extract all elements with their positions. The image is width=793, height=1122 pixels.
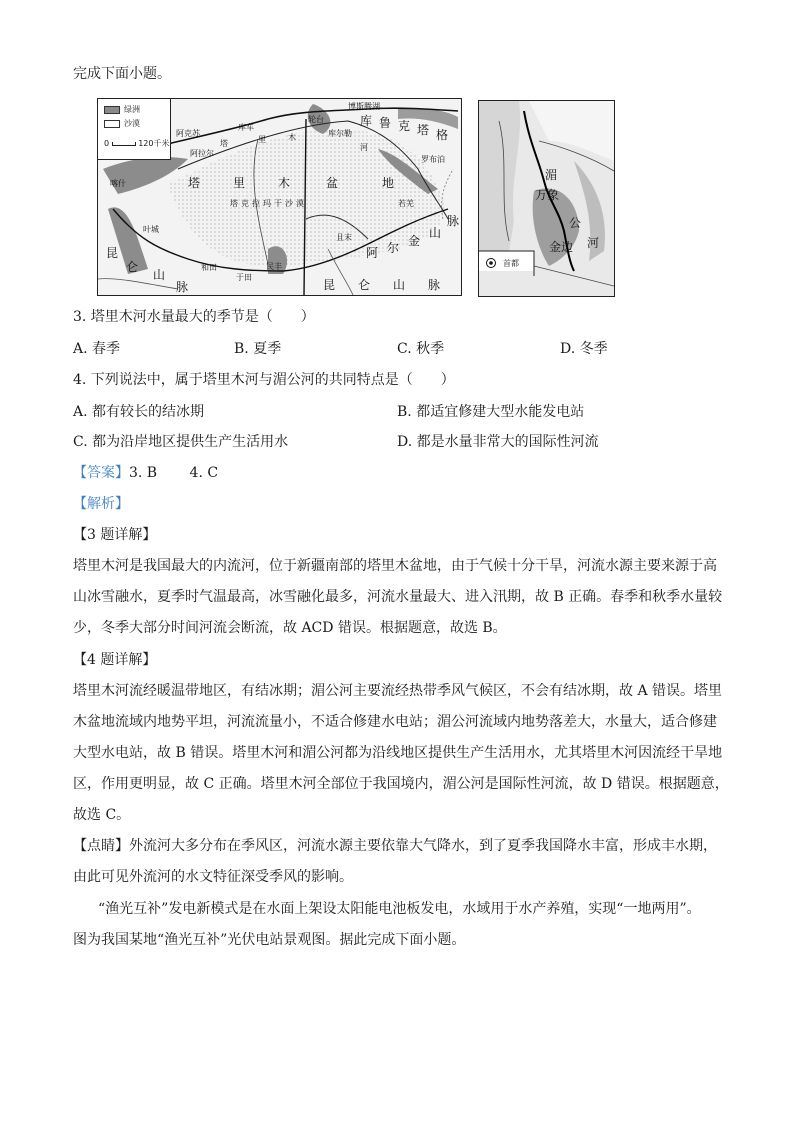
- kuruktag-3: 克: [398, 119, 411, 133]
- river-line: [98, 279, 178, 289]
- place-qiemo: 且末: [336, 233, 352, 242]
- place-hotan: 和田: [201, 263, 217, 272]
- river-label-2: 里: [258, 135, 266, 144]
- oasis-swatch: [104, 106, 120, 114]
- q4-option-b: B. 都适宜修建大型水能发电站: [397, 404, 585, 420]
- q4-option-c: C. 都为沿岸地区提供生产生活用水: [73, 434, 289, 450]
- scale-zero: 0: [104, 139, 110, 148]
- kunlun-west-4: 脉: [176, 280, 189, 294]
- kuruktag-4: 塔: [417, 123, 430, 137]
- question-4-stem: 4. 下列说法中，属于塔里木河与湄公河的共同特点是（ ）: [73, 372, 455, 388]
- q3-option-a: A. 春季: [73, 341, 121, 357]
- intro-line: 完成下面小题。: [73, 66, 171, 82]
- kuruktag-2: 鲁: [379, 116, 392, 130]
- kuruktag-1: 库: [360, 114, 373, 128]
- altun-5: 脉: [447, 214, 460, 228]
- tarim-basin-map: [97, 98, 462, 296]
- basin-label-5: 地: [382, 176, 395, 190]
- altun-1: 阿: [366, 246, 379, 260]
- place-luobupo: 罗布泊: [421, 155, 445, 164]
- scale-label: 120千米: [138, 139, 170, 148]
- tip-line: [73, 836, 717, 856]
- detail-4-line: 故选 C。: [73, 807, 131, 823]
- place-korla: 库尔勒: [328, 129, 352, 138]
- kunlun-west-3: 山: [153, 268, 166, 282]
- next-intro-line: “渔光互补”发电新模式是在水面上架设太阳能电池板发电，水域用于水产养殖，实现“一地两用”。: [98, 901, 701, 917]
- place-ruoqiang: 若羌: [398, 199, 414, 208]
- basin-label-1: 塔: [188, 176, 201, 190]
- detail-3-line: 山冰雪融水，夏季时气温最高，冰雪融化最多，河流水量最大、进入汛期，故 B 正确。春季和秋季水量较: [73, 589, 723, 605]
- altun-4: 山: [429, 226, 442, 240]
- river-label-4: 河: [360, 143, 368, 152]
- legend-label: 绿洲: [124, 105, 140, 114]
- basin-label-3: 木: [278, 176, 291, 190]
- kunlun-4: 脉: [428, 278, 441, 292]
- place-alar: 阿拉尔: [190, 149, 214, 158]
- answer-tag: 【答案】: [73, 465, 129, 481]
- analysis-tag: 【解析】: [73, 496, 129, 512]
- place-minfeng: 民丰: [266, 262, 282, 271]
- kunlun-west-1: 昆: [106, 246, 119, 260]
- legend-item-desert: [104, 119, 140, 128]
- kunlun-west-2: 仑: [126, 260, 139, 274]
- place-yutian: 于田: [236, 273, 252, 282]
- tip-line: 由此可见外流河的水文特征深受季风的影响。: [73, 869, 353, 885]
- place-aksu: 阿克苏: [176, 129, 200, 138]
- mekong-char-3: 河: [587, 236, 600, 250]
- kunlun-2: 仑: [358, 278, 371, 292]
- capital-legend-label: 首都: [503, 259, 519, 268]
- place-vientiane: 万象: [535, 188, 560, 202]
- answer-line: [73, 463, 218, 483]
- q4-option-d: D. 都是水量非常大的国际性河流: [397, 434, 599, 450]
- detail-4-heading: 【4 题详解】: [73, 652, 157, 668]
- kunlun-1: 昆: [323, 278, 336, 292]
- place-yecheng: 叶城: [143, 225, 159, 234]
- desert-label: 塔克拉玛干沙漠: [230, 199, 307, 208]
- detail-4-line: 区，作用更明显，故 C 正确。塔里木河全部位于我国境内，湄公河是国际性河流，故 D 错误。根据题意，: [73, 776, 729, 792]
- q3-option-c: C. 秋季: [397, 341, 445, 357]
- question-3-stem: 3. 塔里木河水量最大的季节是（ ）: [73, 309, 315, 325]
- altun-2: 尔: [387, 241, 400, 255]
- q4-option-a: A. 都有较长的结冰期: [73, 404, 205, 420]
- detail-3-line: 少，冬季大部分时间河流会断流，故 ACD 错误。根据题意，故选 B。: [73, 620, 507, 636]
- mekong-char-1: 湄: [545, 168, 558, 182]
- kunlun-3: 山: [393, 278, 406, 292]
- legend-label: 沙漠: [124, 119, 140, 128]
- place-bosten: 博斯腾湖: [348, 102, 380, 111]
- detail-4-line: 塔里木河流经暖温带地区，有结冰期；湄公河主要流经热带季风气候区，不会有结冰期，故 A 错误。塔里: [73, 683, 723, 699]
- detail-4-line: 木盆地流域内地势平坦，河流流量小，不适合修建水电站；湄公河流域内地势落差大，水量大，适合修建: [73, 714, 717, 730]
- scale-bar: [104, 139, 169, 148]
- desert-swatch: [104, 120, 120, 128]
- altun-3: 金: [408, 234, 421, 248]
- next-intro-line: 图为我国某地“渔光互补”光伏电站景观图。据此完成下面小题。: [73, 932, 466, 948]
- legend-item-oasis: [104, 105, 140, 114]
- river-label-3: 木: [288, 133, 296, 142]
- basin-label-2: 里: [233, 176, 246, 190]
- mekong-map: [478, 100, 615, 297]
- mekong-char-2: 公: [569, 216, 582, 230]
- capital-symbol-dot: [489, 261, 493, 265]
- detail-3-line: 塔里木河是我国最大的内流河，位于新疆南部的塔里木盆地，由于气候十分干旱，河流水源主要来源于高: [73, 558, 717, 574]
- map-legend: [98, 99, 171, 160]
- scale-line: [112, 142, 136, 146]
- tip-text: 外流河大多分布在季风区，河流水源主要依靠大气降水，到了夏季我国降水丰富，形成丰水期，: [129, 838, 717, 854]
- river-label-1: 塔: [220, 139, 228, 148]
- place-kuqa: 库车: [238, 123, 254, 132]
- place-phnompenh: 金边: [549, 240, 574, 254]
- detail-3-heading: 【3 题详解】: [73, 527, 157, 543]
- answer-text: 3. B 4. C: [129, 465, 219, 481]
- q3-option-b: B. 夏季: [234, 341, 282, 357]
- kuruktag-5: 格: [436, 128, 449, 142]
- basin-label-4: 盆: [326, 176, 339, 190]
- q3-option-d: D. 冬季: [560, 341, 608, 357]
- detail-4-line: 大型水电站，故 B 错误。塔里木河和湄公河都为沿线地区提供生产生活用水，尤其塔里木河因流经干旱地: [73, 745, 723, 761]
- place-luntai: 轮台: [308, 115, 324, 124]
- place-kashgar: 喀什: [110, 179, 126, 188]
- tip-tag: 【点睛】: [73, 838, 129, 854]
